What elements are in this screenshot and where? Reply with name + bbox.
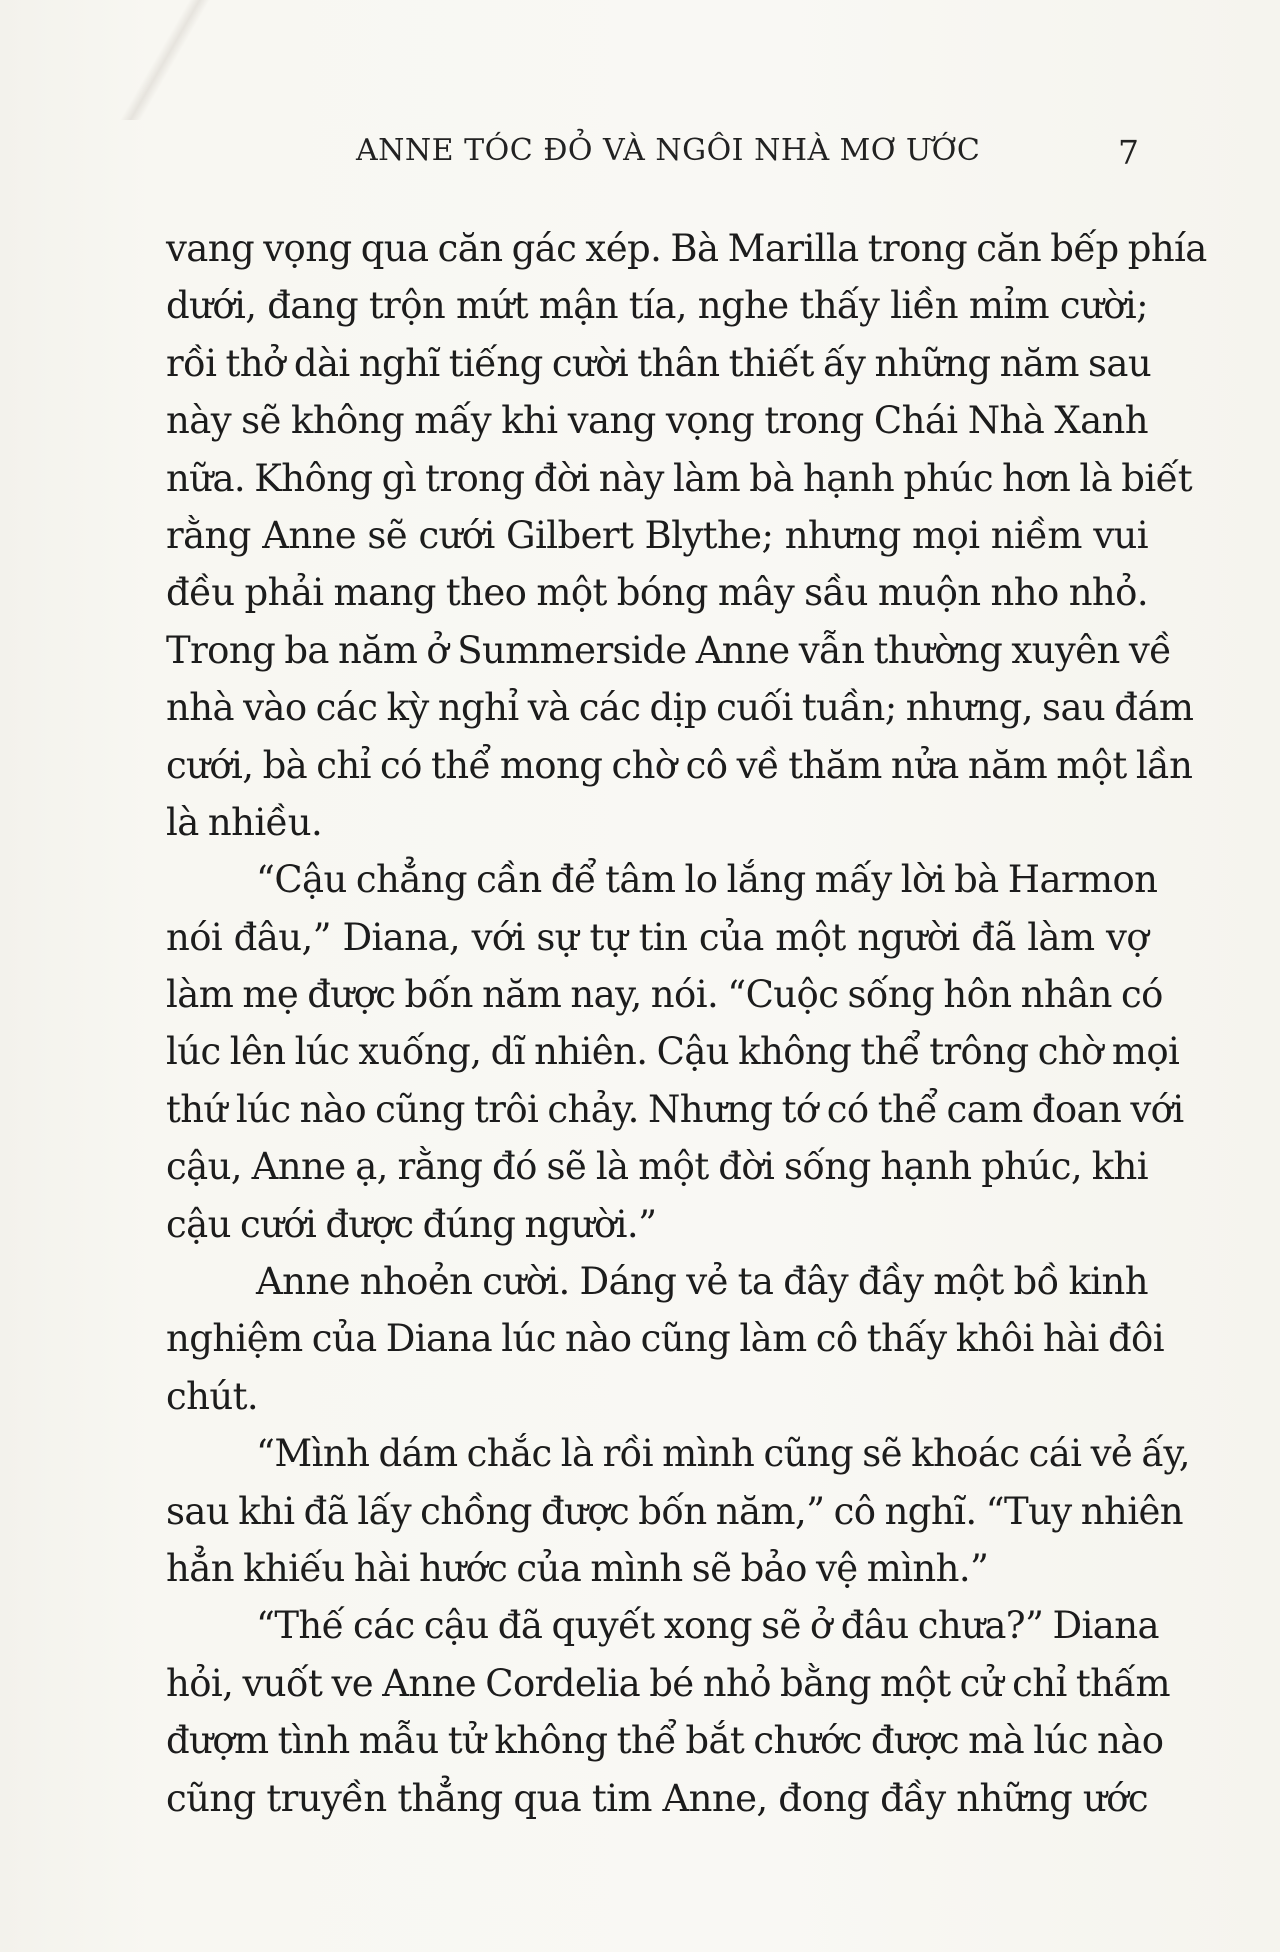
text-line: lúc lên lúc xuống, dĩ nhiên. Cậu không thể trông chờ mọi (166, 1030, 1180, 1074)
text-line: làm mẹ được bốn năm nay, nói. “Cuộc sống hôn nhân có (166, 973, 1163, 1017)
text-line: nữa. Không gì trong đời này làm bà hạnh phúc hơn là biết (166, 456, 1193, 500)
text-line: rằng Anne sẽ cưới Gilbert Blythe; nhưng mọi niềm vui (166, 513, 1148, 557)
text-line: nói đâu,” Diana, với sự tự tin của một người đã làm vợ (166, 915, 1148, 959)
text-line: là nhiều. (166, 800, 323, 844)
text-line: sau khi đã lấy chồng được bốn năm,” cô nghĩ. “Tuy nhiên (166, 1489, 1183, 1533)
text-line: cũng truyền thẳng qua tim Anne, đong đầy những ước (166, 1776, 1148, 1820)
text-line: đượm tình mẫu tử không thể bắt chước được mà lúc nào (166, 1719, 1164, 1763)
text-line: này sẽ không mấy khi vang vọng trong Chái Nhà Xanh (166, 399, 1148, 443)
text-line: rồi thở dài nghĩ tiếng cười thân thiết ấy những năm sau (166, 341, 1152, 385)
paragraph-start-line: “Thế các cậu đã quyết xong sẽ ở đâu chưa?” Diana (256, 1604, 1159, 1648)
text-line: nhà vào các kỳ nghỉ và các dịp cuối tuần; nhưng, sau đám (166, 686, 1194, 730)
paper-mark (95, 0, 235, 120)
page-number: 7 (1118, 133, 1139, 172)
text-line: đều phải mang theo một bóng mây sầu muộn nho nhỏ. (166, 571, 1148, 615)
text-line: cậu cưới được đúng người.” (166, 1202, 657, 1246)
text-line: cưới, bà chỉ có thể mong chờ cô về thăm nửa năm một lần (166, 743, 1193, 787)
text-line: hẳn khiếu hài hước của mình sẽ bảo vệ mình.” (166, 1546, 989, 1590)
text-line: Trong ba năm ở Summerside Anne vẫn thường xuyên về (166, 628, 1172, 672)
text-line: hỏi, vuốt ve Anne Cordelia bé nhỏ bằng một cử chỉ thấm (166, 1661, 1170, 1705)
text-line: cậu, Anne ạ, rằng đó sẽ là một đời sống hạnh phúc, khi (166, 1145, 1148, 1189)
paragraph-start-line: Anne nhoẻn cười. Dáng vẻ ta đây đầy một bồ kinh (256, 1260, 1148, 1304)
paragraph-start-line: “Mình dám chắc là rồi mình cũng sẽ khoác cái vẻ ấy, (256, 1432, 1190, 1476)
page-header (0, 133, 1280, 173)
text-line: dưới, đang trộn mứt mận tía, nghe thấy liền mỉm cười; (166, 284, 1148, 328)
body-text (166, 220, 1207, 1827)
running-title: ANNE TÓC ĐỎ VÀ NGÔI NHÀ MƠ ƯỚC (356, 133, 981, 168)
text-line: vang vọng qua căn gác xép. Bà Marilla trong căn bếp phía (166, 227, 1207, 270)
text-line: chút. (166, 1374, 259, 1418)
text-line: nghiệm của Diana lúc nào cũng làm cô thấy khôi hài đôi (166, 1317, 1164, 1361)
paragraph-start-line: “Cậu chẳng cần để tâm lo lắng mấy lời bà Harmon (256, 858, 1158, 902)
text-line: thứ lúc nào cũng trôi chảy. Nhưng tớ có thể cam đoan với (166, 1087, 1184, 1131)
